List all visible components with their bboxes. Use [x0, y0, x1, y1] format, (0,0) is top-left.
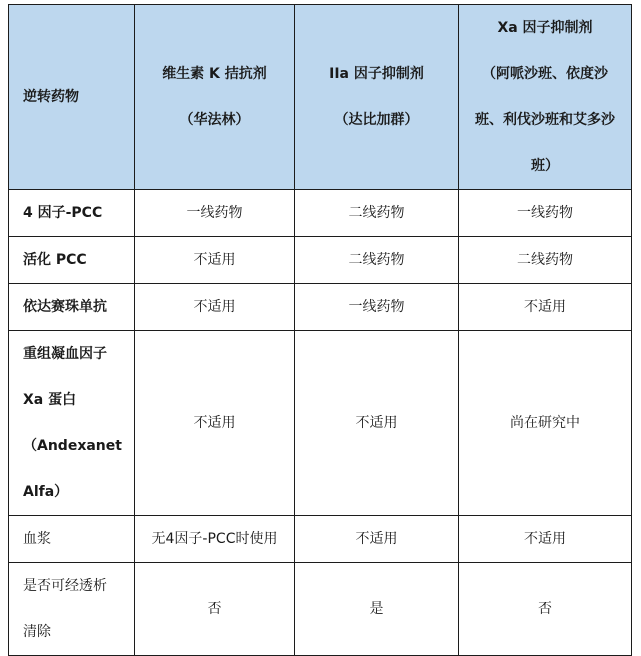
header-iia-line: IIa 因子抑制剂 [329, 66, 424, 82]
row-label-idarucizumab: 依达赛珠单抗 [9, 284, 135, 331]
row-label-activated-pcc: 活化 PCC [9, 237, 135, 284]
header-xa-line: Xa 因子抑制剂 [497, 20, 593, 36]
table-row [9, 331, 632, 516]
row-label-line: 是否可经透析 [23, 578, 107, 594]
row-label-line: Alfa） [23, 484, 69, 500]
header-iia-inhibitor [295, 5, 459, 190]
cell-vka: 不适用 [135, 331, 295, 516]
row-label-line: （Andexanet [23, 438, 122, 454]
cell-xa: 二线药物 [459, 237, 632, 284]
row-label-andexanet [9, 331, 135, 516]
table-row [9, 284, 632, 331]
cell-iia: 二线药物 [295, 190, 459, 237]
row-label-4f-pcc: 4 因子-PCC [9, 190, 135, 237]
header-xa-line: 班） [531, 158, 559, 174]
header-vka [135, 5, 295, 190]
header-reversal-agent [9, 5, 135, 190]
header-iia-line: （达比加群） [334, 112, 419, 128]
cell-vka: 否 [135, 563, 295, 656]
row-label-line: Xa 蛋白 [23, 392, 77, 408]
cell-vka: 不适用 [135, 284, 295, 331]
cell-xa: 不适用 [459, 516, 632, 563]
cell-vka: 不适用 [135, 237, 295, 284]
header-vka-line: （华法林） [179, 112, 250, 128]
header-xa-line: 班、利伐沙班和艾多沙 [475, 112, 615, 128]
row-label-line: 清除 [23, 624, 51, 640]
cell-xa: 否 [459, 563, 632, 656]
row-label-plasma: 血浆 [9, 516, 135, 563]
cell-vka: 一线药物 [135, 190, 295, 237]
row-label-line: 重组凝血因子 [23, 346, 107, 362]
table-row [9, 563, 632, 656]
cell-xa: 一线药物 [459, 190, 632, 237]
cell-iia: 不适用 [295, 331, 459, 516]
reversal-agents-table [8, 4, 632, 656]
cell-iia: 是 [295, 563, 459, 656]
table-row [9, 237, 632, 284]
header-vka-line: 维生素 K 拮抗剂 [162, 66, 267, 82]
row-label-dialysis [9, 563, 135, 656]
table-row [9, 516, 632, 563]
cell-xa: 尚在研究中 [459, 331, 632, 516]
cell-iia: 不适用 [295, 516, 459, 563]
table-header-row [9, 5, 632, 190]
cell-iia: 一线药物 [295, 284, 459, 331]
cell-xa: 不适用 [459, 284, 632, 331]
cell-vka: 无4因子-PCC时使用 [135, 516, 295, 563]
header-xa-inhibitor [459, 5, 632, 190]
cell-iia: 二线药物 [295, 237, 459, 284]
table-row [9, 190, 632, 237]
header-reversal-agent-label: 逆转药物 [23, 89, 79, 105]
header-xa-line: （阿哌沙班、依度沙 [482, 66, 608, 82]
